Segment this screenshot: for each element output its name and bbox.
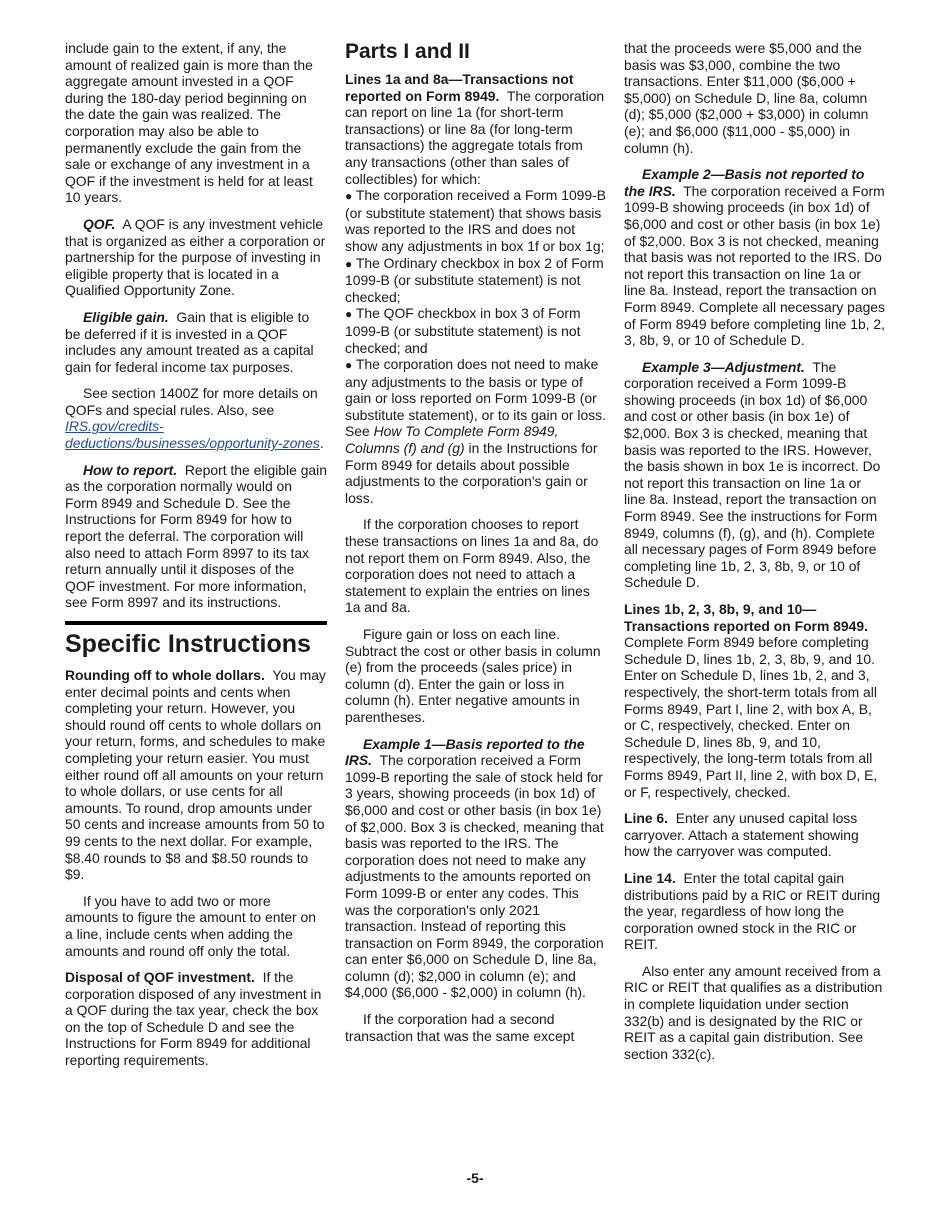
also-enter-paragraph: Also enter any amount received from a RIC or REIT that qualifies as a distribution in complete liquidation under section 332(b) and is designated by the RIC or REIT as a capital gain distribution. See section 332(c).: [624, 962, 883, 1062]
bullet-icon: ●: [345, 256, 353, 271]
how-to-report: How to report. Report the eligible gain as the corporation normally would on Form 8949 and Schedule D. See the Instructions for Form 8949 for how to report the deferral. The corporation will also need to attach Form 8997 to its tax return annually until it disposes of the QOF investment. For more information, see Form 8997 and its instructions.: [65, 461, 327, 611]
parts-title: Parts I and II: [345, 40, 470, 63]
add-amounts-paragraph: If you have to add two or more amounts to figure the amount to enter on a line, include cents when adding the amounts and round off only the total.: [65, 892, 316, 959]
example-3: Example 3—Adjustment. The corporation received a Form 1099-B showing proceeds (in box 1d) of $6,000 and cost or other basis (in box 1e) of $2,000. Box 3 is checked, meaning that basis was reported to the IRS. However, the basis shown in box 1e is incorrect. Do not report this transaction on line 1a or line 8a. Instead, report the transaction on Form 8949. See the instructions for Form 8949, columns (f), (g), and (h). Complete all necessary pages of Form 8949 before completing line 1b, 2, 3, 8b, 9, or 10 of Schedule D.: [624, 358, 881, 591]
lines-1b-heading: Lines 1b, 2, 3, 8b, 9, and 10—Transactions reported on Form 8949.: [624, 601, 868, 634]
qof-definition: QOF. A QOF is any investment vehicle that is organized as either a corporation or partnership for the purpose of investing in eligible property that is located in a Qualified Opportunity Zone.: [65, 215, 326, 299]
line-6-heading: Line 6.: [624, 810, 668, 827]
line-14-paragraph: Line 14. Enter the total capital gain distributions paid by a RIC or REIT during the year, regardless of how long the corporation owned stock in the RIC or REIT.: [624, 869, 881, 953]
line-14-heading: Line 14.: [624, 869, 676, 886]
example-2-heading: Example 2—Basis not reported to the IRS.: [624, 166, 865, 199]
lines-1a-8a-heading: Lines 1a and 8a—Transactions not reported on Form 8949.: [345, 71, 574, 104]
page-number: -5-: [466, 1170, 484, 1186]
list-item: ● The corporation received a Form 1099-B (or substitute statement) that shows basis was reported to the IRS and does not show any adjustments in box 1f or box 1g;: [345, 187, 607, 254]
qof-intro-paragraph: include gain to the extent, if any, the amount of realized gain is more than the aggregate amount invested in a QOF during the 180-day period beginning on the date the gain was realized. The corporation may also be able to permanently exclude the gain from the sale or exchange of any investment in a QOF if the investment is held for at least 10 years.: [65, 40, 313, 206]
opportunity-zones-link[interactable]: IRS.gov/credits-deductions/businesses/opportunity-zones: [65, 418, 320, 452]
line-6-paragraph: Line 6. Enter any unused capital loss carryover. Attach a statement showing how the carryover was computed.: [624, 810, 859, 860]
list-item: ● The QOF checkbox in box 3 of Form 1099-B (or substitute statement) is not checked; and: [345, 305, 581, 356]
lines-1a-8a-paragraph: Lines 1a and 8a—Transactions not reported on Form 8949. The corporation can report on line 1a (for short-term transactions) or line 8a (for long-term transactions) the aggregate totals from any transactions (other than sales of collectibles) for which:: [345, 71, 605, 187]
rounding-paragraph: Rounding off to whole dollars. You may enter decimal points and cents when completing your return. However, you should round off cents to whole dollars on your return, forms, and schedules to make completing your return easier. You must either round off all amounts on your return to whole dollars, or use cents for all amounts. To round, drop amounts under 50 cents and increase amounts from 50 to 99 cents to the next dollar. For example, $8.40 rounds to $8 and $8.50 rounds to $9.: [65, 667, 326, 883]
column-left: [65, 40, 327, 1079]
column-right: [624, 40, 886, 1072]
bullet-icon: ●: [345, 189, 353, 204]
column-middle: [345, 40, 607, 1054]
example-1-heading: Example 1—Basis reported to the IRS.: [345, 735, 585, 769]
figure-gain-paragraph: Figure gain or loss on each line. Subtract the cost or other basis in column (e) from the proceeds (sales price) in column (d). Enter the gain or loss in column (h). Enter negative amounts in parentheses.: [345, 626, 601, 725]
qof-heading: QOF.: [83, 215, 116, 232]
continued-paragraph: that the proceeds were $5,000 and the basis was $3,000, combine the two transactions. Enter $11,000 ($6,000 + $5,000) on Schedule D, line 8a, column (d); $5,000 ($2,000 + $3,000) in column (e); and $6,000 ($11,000 - $5,000) in column (h).: [624, 40, 869, 156]
see-how-to-complete: See How To Complete Form 8949, Columns (f) and (g) in the Instructions for Form 8949 for details about possible adjustments to the corporation's gain or loss.: [345, 423, 598, 506]
lines-1b-paragraph: Lines 1b, 2, 3, 8b, 9, and 10—Transactions reported on Form 8949. Complete Form 8949 before completing Schedule D, lines 1b, 2, 3, 8b, 9, and 10. Enter on Schedule D, lines 1b, 2, and 3, respectively, the short-term totals from all Forms 8949, Part I, line 2, with box A, B, or C, respectively, checked. Enter on Schedule D, lines 8b, 9, and 10, respectively, the long-term totals from all Forms 8949, Part II, line 2, with box D, E, or F, respectively, checked.: [624, 601, 878, 800]
rounding-heading: Rounding off to whole dollars.: [65, 667, 265, 683]
bullet-icon: ●: [345, 307, 353, 322]
list-item: ● The corporation does not need to make any adjustments to the basis or type of gain or loss reported on Form 1099-B (or substitute statement), or to its gain or loss.: [345, 356, 606, 423]
disposal-heading: Disposal of QOF investment.: [65, 969, 255, 986]
bullet-icon: ●: [345, 358, 353, 373]
specific-instructions-title: Specific Instructions: [65, 621, 327, 659]
see-section-paragraph: See section 1400Z for more details on QOFs and special rules. Also, see IRS.gov/credits-deductions/businesses/opportunity-zones.: [65, 385, 324, 452]
list-item: ● The Ordinary checkbox in box 2 of Form 1099-B (or substitute statement) is not checked;: [345, 254, 604, 305]
disposal-paragraph: Disposal of QOF investment. If the corporation disposed of any investment in a QOF during the tax year, check the box on the top of Schedule D and see the Instructions for Form 8949 for additional reporting requirements.: [65, 969, 322, 1069]
example-2: Example 2—Basis not reported to the IRS. The corporation received a Form 1099-B showing proceeds (in box 1d) of $6,000 and cost or other basis (in box 1e) of $2,000. Box 3 is not checked, meaning that basis was not reported to the IRS. Do not report this transaction on line 1a or line 8a. Instead, report the transaction on Form 8949. Complete all necessary pages of Form 8949 before completing line 1b, 2, 3, 8b, 9, or 10 of Schedule D.: [624, 166, 885, 349]
example-1: Example 1—Basis reported to the IRS. The corporation received a Form 1099-B reporting the sale of stock held for 3 years, showing proceeds (in box 1d) of $6,000 and cost or other basis (in box 1e) of $2,000. Box 3 is checked, meaning that basis was reported to the IRS. The corporation does not need to make any adjustments to the amounts reported on Form 1099-B or enter any codes. This was the corporation's only 2021 transaction. Instead of reporting this transaction on Form 8949, the corporation can enter $6,000 on Schedule D, line 8a, column (d); $2,000 in column (e); and $4,000 ($6,000 - $2,000) in column (h).: [345, 735, 604, 1001]
chooses-paragraph: If the corporation chooses to report these transactions on lines 1a and 8a, do not report them on Form 8949. Also, the corporation does not need to attach a statement to explain the entries on lines 1a and 8a.: [345, 516, 599, 616]
second-transaction-paragraph: If the corporation had a second transaction that was the same except: [345, 1011, 575, 1044]
example-3-heading: Example 3—Adjustment.: [642, 358, 805, 375]
eligible-gain-heading: Eligible gain.: [83, 308, 169, 325]
how-to-report-heading: How to report.: [83, 461, 178, 478]
eligible-gain: Eligible gain. Gain that is eligible to be deferred if it is invested in a QOF includes any amount treated as a capital gain for federal income tax purposes.: [65, 308, 314, 375]
